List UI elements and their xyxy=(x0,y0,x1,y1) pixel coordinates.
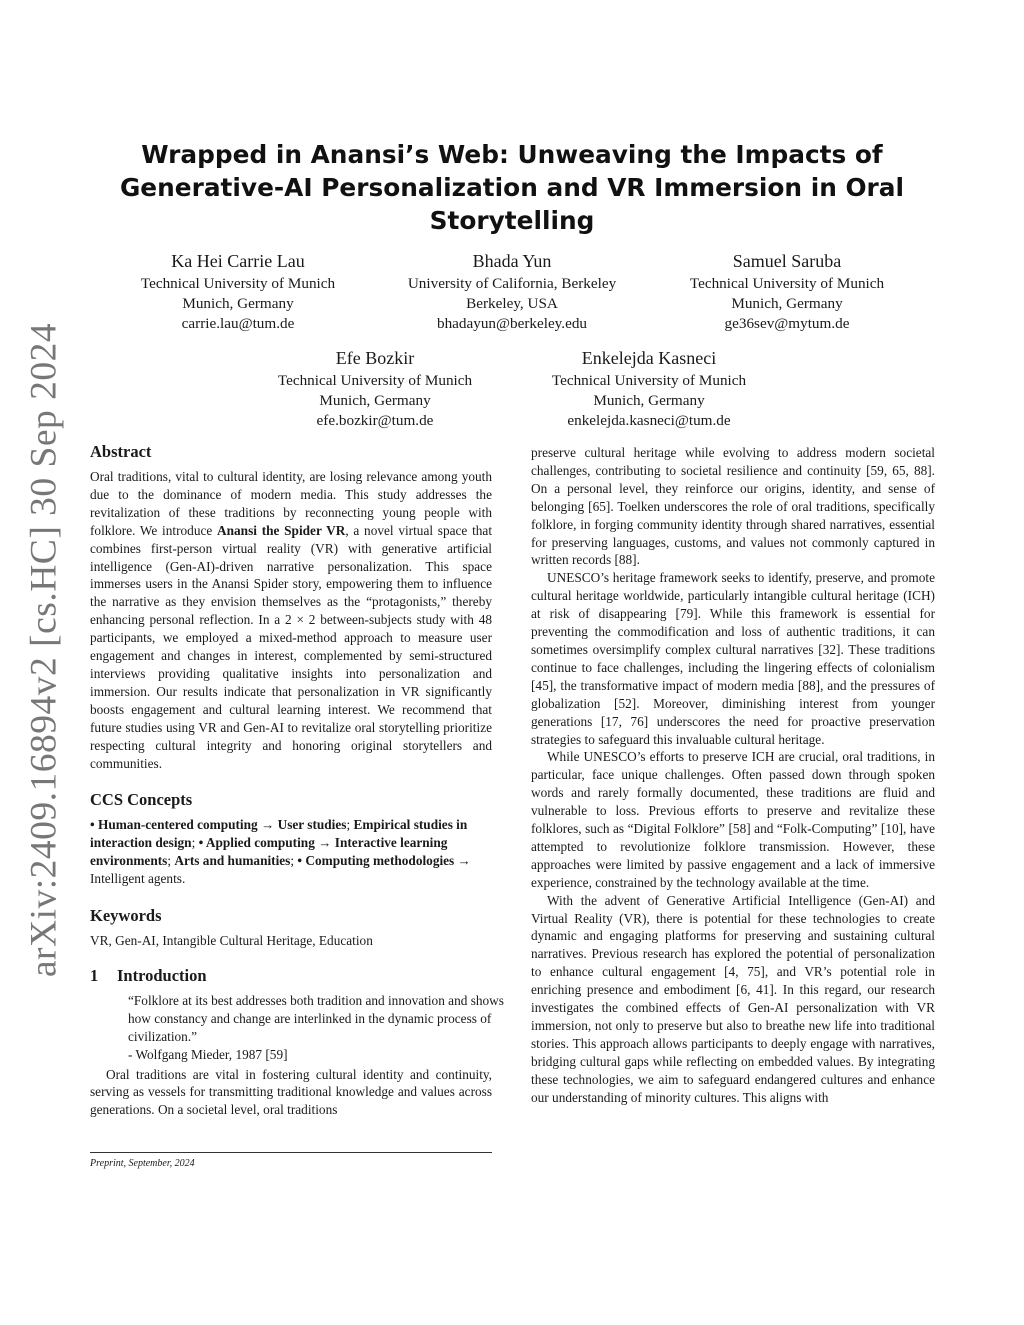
author-affiliation: Technical University of Munich xyxy=(140,275,336,292)
left-column xyxy=(90,442,504,1119)
author-location: Munich, Germany xyxy=(593,392,705,409)
author-name: Enkelejda Kasneci xyxy=(581,348,717,368)
ccs-heading: CCS Concepts xyxy=(90,790,193,810)
body-paragraph: While UNESCO’s efforts to preserve ICH are crucial, oral traditions, in particular, face unique challenges. Often passed down through spoken words and rarely formally documented, these traditions are fluid and vulnerable to loss. Previous efforts to preserve and revitalize these folklores, such as “Digital Folklore” [58] and “Folk-Computing” [10], have attempted to revolutionize folklore transmission. However, these approaches were limited by passive engagement and a lack of immersive experience, constrained by the technology available at the time. xyxy=(531,749,935,890)
author-name: Ka Hei Carrie Lau xyxy=(171,251,305,271)
author-name: Efe Bozkir xyxy=(335,348,415,368)
author-block xyxy=(529,347,769,431)
section-number: 1 xyxy=(90,965,99,985)
abstract-text: Oral traditions, vital to cultural identity, are losing relevance among youth due to the dominance of modern media. This study addresses the revitalization of these traditions by reconnecting young people with folklore. We introduce Anansi the Spider VR, a novel virtual space that combines first-person virtual reality (VR) with generative artificial intelligence (Gen-AI)-driven narrative personalization. This space immerses users in the Anansi Spider story, empowering them to influence the narrative as they envision themselves as the “protagonists,” thereby enhancing personal reflection. In a 2 × 2 between-subjects study with 48 participants, we employed a mixed-method approach to measure user engagement and changes in interest, complemented by semi-structured interviews providing qualitative insights into personalization and immersion. Our results indicate that personalization in VR significantly boosts engagement and cultural learning interest. We recommend that future studies using VR and Gen-AI to revitalize oral storytelling prioritize respecting cultural integrity and honoring original storytellers and communities. xyxy=(90,469,493,771)
keywords-heading: Keywords xyxy=(90,906,162,926)
arxiv-identifier: arXiv:2409.16894v2 [cs.HC] 30 Sep 2024 xyxy=(23,322,65,978)
author-email[interactable]: enkelejda.kasneci@tum.de xyxy=(567,412,731,429)
epigraph-quote: “Folklore at its best addresses both tradition and innovation and shows how constancy and change are interlinked in the dynamic process of civilization.” xyxy=(128,992,504,1044)
author-email[interactable]: carrie.lau@tum.de xyxy=(181,315,295,332)
intro-paragraph: Oral traditions are vital in fostering cultural identity and continuity, serving as vessels for transmitting traditional knowledge and values across generations. On a societal level, oral traditions xyxy=(90,1066,492,1118)
preprint-footnote: Preprint, September, 2024 xyxy=(90,1158,195,1169)
author-affiliation: Technical University of Munich xyxy=(689,275,885,292)
abstract-heading: Abstract xyxy=(90,442,152,461)
epigraph xyxy=(128,992,508,1064)
author-email[interactable]: efe.bozkir@tum.de xyxy=(316,412,434,429)
author-block xyxy=(667,250,907,334)
body-paragraph: UNESCO’s heritage framework seeks to identify, preserve, and promote cultural heritage worldwide, particularly intangible cultural heritage (ICH) at risk of disappearing [79]. While this framework is essential for preventing the commodification and loss of authentic traditions, it can sometimes oversimplify complex cultural narratives [32]. These traditions continue to face challenges, including the lingering effects of colonialism [45], the transformative impact of modern media [88], and the pressures of globalization [52]. Moreover, diminishing interest from younger generations [17, 76] underscores the need for proactive preservation strategies to safeguard this invaluable cultural heritage. xyxy=(531,570,935,747)
author-name: Bhada Yun xyxy=(472,251,552,271)
introduction-heading xyxy=(90,966,492,986)
author-email[interactable]: bhadayun@berkeley.edu xyxy=(436,315,588,332)
body-paragraph: With the advent of Generative Artificial Intelligence (Gen-AI) and Virtual Reality (VR), there is potential for these technologies to create dynamic and engaging platforms for preserving and sustaining cultural narratives. Previous research has explored the potential of personalization to enhance cultural engagement [4, 75], and VR’s potential role in enriching presence and embodiment [6, 41]. In this regard, our research investigates the combined effects of Gen-AI personalization with VR immersion, not only to preserve but also to breathe new life into traditional stories. This approach allows participants to deeply engage with narratives, bridging cultural gaps while reflecting on embedded values. By integrating these technologies, we aim to safeguard endangered cultures and enhance our understanding of minority cultures. This aligns with xyxy=(531,892,935,1105)
author-affiliation: University of California, Berkeley xyxy=(407,275,617,292)
right-column xyxy=(531,444,935,1107)
ccs-concepts: • Human-centered computing → User studies; Empirical studies in interaction design; • Applied computing → Interactive learning environments; Arts and humanities; • Computing methodologies → Intelligent agents. xyxy=(90,817,471,887)
author-location: Munich, Germany xyxy=(319,392,431,409)
section-title: Introduction xyxy=(117,965,207,985)
body-paragraph: preserve cultural heritage while evolving to address modern societal challenges, contributing to societal resilience and continuity [59, 65, 88]. On a personal level, they reinforce our origins, identity, and sense of belonging [65]. Toelken underscores the role of oral traditions, specifically folklore, in forging community identity through shared narratives, essential for preserving languages, customs, and values not commonly captured in written records [88]. xyxy=(531,445,935,568)
author-location: Berkeley, USA xyxy=(466,295,558,312)
epigraph-attribution: - Wolfgang Mieder, 1987 [59] xyxy=(128,1046,288,1062)
author-affiliation: Technical University of Munich xyxy=(277,372,473,389)
system-name: Anansi the Spider VR xyxy=(217,522,346,538)
author-name: Samuel Saruba xyxy=(732,251,842,271)
author-block xyxy=(255,347,495,431)
keywords-text: VR, Gen-AI, Intangible Cultural Heritage, Education xyxy=(90,933,373,949)
author-location: Munich, Germany xyxy=(182,295,294,312)
author-block xyxy=(392,250,632,334)
author-email[interactable]: ge36sev@mytum.de xyxy=(724,315,850,332)
author-block xyxy=(118,250,358,334)
arxiv-sidebar xyxy=(14,322,74,978)
author-location: Munich, Germany xyxy=(731,295,843,312)
footnote-rule xyxy=(90,1152,492,1153)
author-affiliation: Technical University of Munich xyxy=(551,372,747,389)
paper-title: Wrapped in Anansi’s Web: Unweaving the Impacts of Generative-AI Personalization and VR Immersion in Oral Storytelling xyxy=(119,140,905,235)
